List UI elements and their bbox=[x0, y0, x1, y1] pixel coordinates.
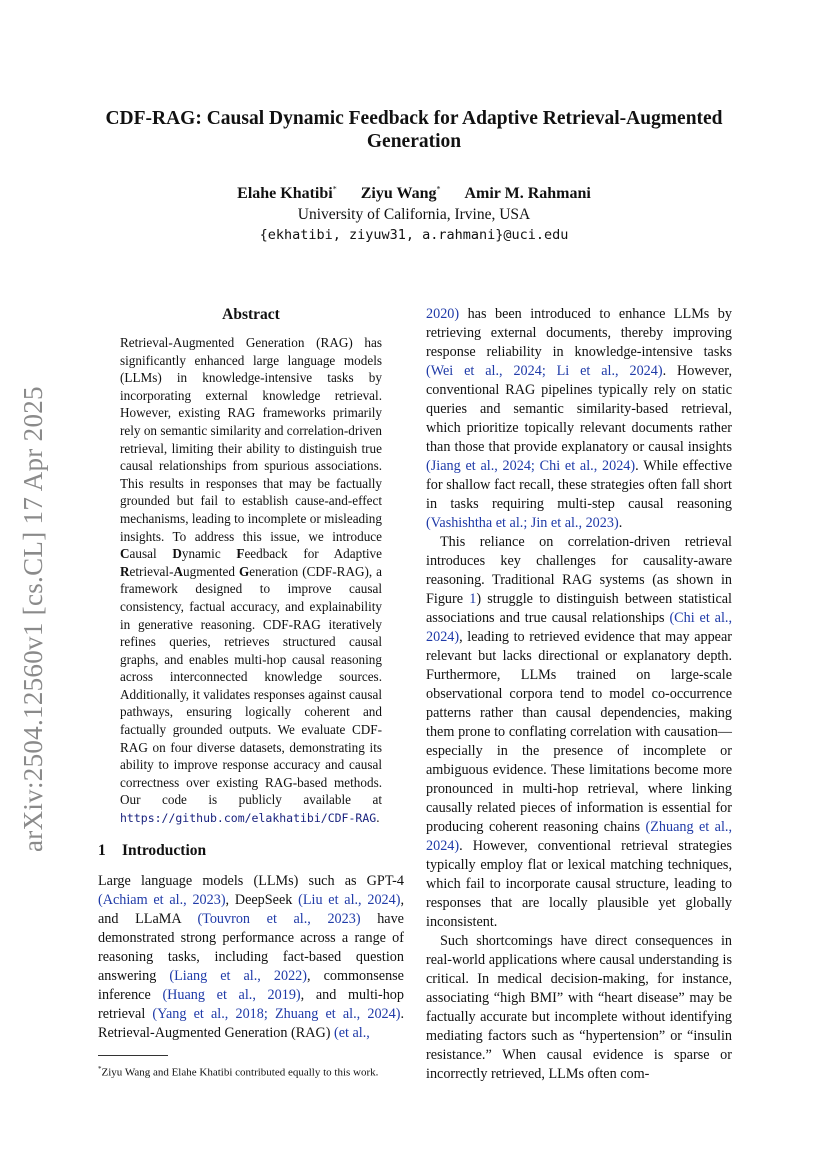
body-text: , commonsense inference bbox=[98, 967, 404, 1003]
acronym-letter: C bbox=[120, 546, 130, 562]
body-text: . However, conventional RAG pipelines typically rely on static queries and semantic similarity-based retrieval, which prioritize topically relevant documents rather than those that provide explanatory or causal insights bbox=[426, 363, 732, 455]
acronym-letter: G bbox=[238, 563, 250, 579]
body-text: , and multi-hop retrieval bbox=[98, 986, 404, 1022]
citation-link[interactable]: (Wei et al., 2024; Li et al., 2024) bbox=[426, 363, 663, 379]
body-paragraph bbox=[426, 533, 732, 932]
body-paragraph bbox=[426, 932, 732, 1084]
abstract-heading: Abstract bbox=[222, 306, 280, 323]
footnote-mark: * bbox=[98, 1064, 102, 1073]
citation-link[interactable]: (Jiang et al., 2024; Chi et al., 2024) bbox=[426, 458, 636, 474]
abstract-body bbox=[120, 334, 382, 828]
abstract-text: . bbox=[376, 810, 380, 826]
name-fragment: etrieval- bbox=[129, 563, 174, 579]
author-name: Amir M. Rahmani bbox=[464, 185, 591, 203]
acronym-letter: D bbox=[172, 546, 182, 562]
name-fragment: eneration bbox=[249, 563, 299, 579]
author bbox=[237, 185, 337, 202]
author-mark: * bbox=[436, 185, 441, 194]
body-text: Such shortcomings have direct consequences in real-world applications where causal understanding is critical. In medical decision-making, for instance, associating “high BMI” with “heart disease” may be factually accurate but incomplete without identifying mediating factors such as “hypertension” or “insulin resistance.” When causal evidence is sparse or incorrectly retrieved, LLMs often com- bbox=[426, 933, 732, 1082]
citation-link[interactable]: (Liang et al., 2022) bbox=[169, 967, 307, 984]
left-column bbox=[98, 305, 404, 1079]
body-paragraph bbox=[426, 305, 732, 533]
body-text: , leading to retrieved evidence that may appear relevant but lacks directional or explanatory depth. Furthermore, LLMs trained on large-scale observational corpora tend to model co-occurrence patterns rather than causal dependencies, making them prone to conflating correlation with causation—especially in the presence of incomplete or ambiguous evidence. These limitations become more pronounced in multi-hop retrieval, where linking causally related pieces of information is essential for producing coherent reasoning chains bbox=[426, 629, 732, 835]
body-text: ) struggle to distinguish between statistical associations and true causal relationships bbox=[426, 591, 732, 626]
citation-link[interactable]: (Yang et al., 2018; Zhuang et al., 2024) bbox=[152, 1005, 401, 1022]
author bbox=[361, 185, 441, 202]
author bbox=[464, 185, 590, 202]
body-text: . Retrieval-Augmented Generation (RAG) bbox=[98, 1005, 404, 1041]
paper-title: CDF-RAG: Causal Dynamic Feedback for Adaptive Retrieval-Augmented Generation bbox=[105, 108, 723, 152]
citation-link[interactable]: 2020) bbox=[426, 306, 460, 322]
acronym-letter: F bbox=[236, 546, 245, 562]
code-link[interactable]: https://github.com/elakhatibi/CDF-RAG bbox=[120, 811, 377, 826]
author-mark: * bbox=[332, 185, 337, 194]
abstract-text: Retrieval-Augmented Generation (RAG) has significantly enhanced large language models (LLMs) in knowledge-intensive tasks by incorporating external knowledge retrieval. However, existing RAG frameworks primarily rely on semantic similarity and correlation-driven retrieval, limiting their ability to distinguish true causal relationships from spurious associations. This results in responses that may be factually grounded but fail to establish cause-and-effect mechanisms, leading to incomplete or misleading insights. To address this issue, we introduce bbox=[120, 335, 382, 544]
citation-link[interactable]: (Touvron et al., 2023) bbox=[197, 910, 361, 927]
section-title: Introduction bbox=[122, 841, 207, 859]
footnote-text: Ziyu Wang and Elahe Khatibi contributed equally to this work. bbox=[101, 1066, 379, 1079]
body-text: have demonstrated strong performance across a range of reasoning tasks, including fact-based question answering bbox=[98, 910, 404, 984]
abstract-text: (CDF-RAG), a framework designed to improve causal consistency, factual accuracy, and explainability in generative reasoning. CDF-RAG iteratively refines queries, retrieves structured causal graphs, and enables multi-hop causal reasoning across interconnected knowledge sources. Additionally, it validates responses against causal pathways, ensuring logically coherent and factually grounded outputs. We evaluate CDF-RAG on four diverse datasets, demonstrating its ability to improve response accuracy and causal correctness over existing RAG-based methods. Our code is publicly available at bbox=[120, 563, 382, 808]
intro-paragraph bbox=[98, 872, 404, 1043]
name-fragment: eedback for Adaptive bbox=[244, 546, 382, 562]
footnote-rule bbox=[98, 1055, 168, 1056]
citation-link[interactable]: (Chi et al., 2024) bbox=[426, 610, 733, 645]
name-fragment: ugmented bbox=[183, 563, 239, 579]
right-column bbox=[426, 305, 732, 1084]
citation-link[interactable]: (Liu et al., 2024) bbox=[298, 891, 401, 908]
body-text: Large language models (LLMs) such as GPT-4 bbox=[98, 872, 404, 889]
arxiv-watermark: arXiv:2504.12560v1 [cs.CL] 17 Apr 2025 bbox=[18, 386, 48, 852]
body-text: has been introduced to enhance LLMs by retrieving external documents, thereby improving response reliability in knowledge-intensive tasks bbox=[426, 306, 732, 360]
footnote bbox=[98, 1062, 404, 1080]
author-name: Elahe Khatibi bbox=[237, 185, 333, 203]
body-text: . While effective for shallow fact recall, these strategies often fall short in tasks requiring multi-step causal reasoning bbox=[426, 458, 732, 512]
body-text: This reliance on correlation-driven retrieval introduces key challenges for causality-aware reasoning. Traditional RAG systems (as shown in Figure bbox=[426, 534, 732, 607]
citation-link[interactable]: (Vashishtha et al.; Jin et al., 2023) bbox=[426, 515, 619, 531]
body-text: . bbox=[618, 515, 623, 531]
citation-link[interactable]: (Achiam et al., 2023) bbox=[98, 891, 226, 908]
citation-link[interactable]: (Zhuang et al., 2024) bbox=[426, 819, 732, 854]
affiliation: University of California, Irvine, USA bbox=[297, 206, 531, 223]
section-number: 1 bbox=[98, 841, 106, 859]
section-heading bbox=[98, 841, 404, 860]
citation-link[interactable]: (et al., bbox=[334, 1024, 370, 1041]
citation-link[interactable]: (Huang et al., 2019) bbox=[162, 986, 301, 1003]
author-emails: {ekhatibi, ziyuw31, a.rahmani}@uci.edu bbox=[259, 227, 569, 243]
author-list bbox=[60, 185, 768, 203]
body-text: , DeepSeek bbox=[225, 891, 299, 908]
body-text: . However, conventional retrieval strategies typically employ flat or lexical matching techniques, which fail to incorporate causal structure, leading to responses that are locally plausible yet globally inconsistent. bbox=[426, 838, 732, 930]
name-fragment: ynamic bbox=[181, 546, 237, 562]
name-fragment: ausal bbox=[129, 546, 173, 562]
acronym-letter: A bbox=[173, 563, 183, 579]
citation-link[interactable]: 1 bbox=[469, 591, 477, 607]
body-text: , and LLaMA bbox=[98, 891, 404, 927]
acronym-letter: R bbox=[120, 563, 130, 579]
author-name: Ziyu Wang bbox=[360, 185, 437, 203]
